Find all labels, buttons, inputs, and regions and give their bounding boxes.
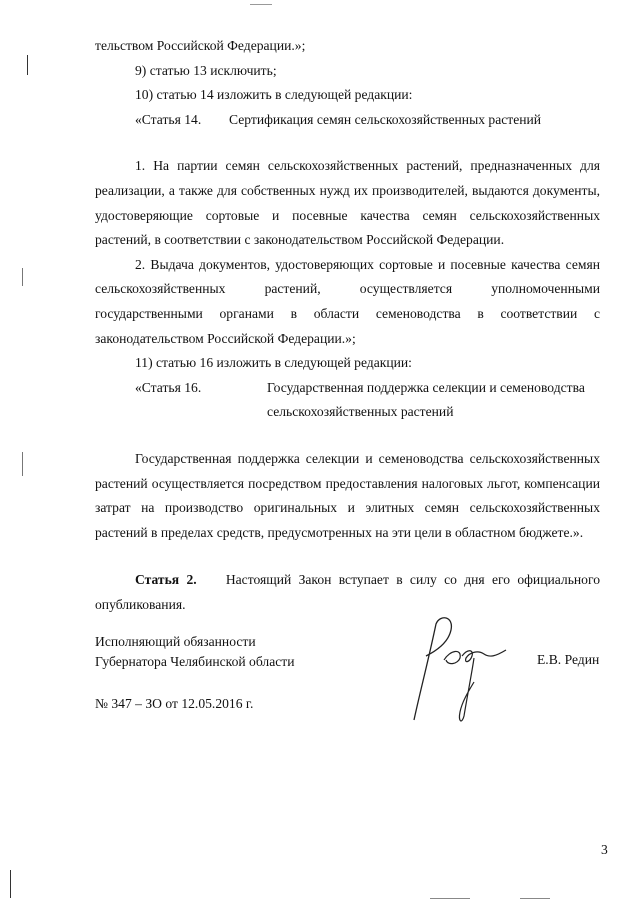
amendment-item-11: 11) статью 16 изложить в следующей редакции: [135,355,412,371]
amendment-item-10: 10) статью 14 изложить в следующей редакции: [135,87,413,103]
article-14-part-1: 1. На партии семян сельскохозяйственных растений, предназначенных для реализации, а также для собственных нужд их производителей, выдаются документы, удостоверяющие сортовые и посевные качества семян сельскохозяйственных растений, в соответствии с законодательством Российской Федерации. [95,158,600,248]
scan-bottom-mark [430,898,470,899]
article-14-number: «Статья 14. [135,111,202,127]
article-16-title: Государственная поддержка селекции и семеноводства сельскохозяйственных растений [267,379,585,420]
handwritten-signature [396,612,521,732]
article-14-heading [95,108,600,133]
page-number: 3 [601,842,608,857]
document-number: № 347 – ЗО от 12.05.2016 г. [95,696,254,711]
signatory-position-line-1: Исполняющий обязанности [95,634,256,649]
article-2-text: Настоящий Закон вступает в силу со дня его официального опубликования. [95,572,600,612]
scan-margin-mark [22,268,23,286]
article-14-title: Сертификация семян сельскохозяйственных растений [229,111,542,127]
scan-top-mark [250,4,272,5]
scan-margin-mark [10,870,11,898]
amendment-item-9: 9) статью 13 исключить; [135,62,277,78]
article-14-part-2: 2. Выдача документов, удостоверяющих сортовые и посевные качества семян сельскохозяйственных растений, осуществляется уполномоченными государственными органами в области семеноводства в соответствии с законодательством Российской Федерации.»; [95,256,600,346]
scan-bottom-mark [520,898,550,899]
article-16-heading [95,376,600,425]
article-16-text: Государственная поддержка селекции и семеноводства сельскохозяйственных растений осуществляется посредством предоставления налоговых льгот, компенсации затрат на производство оригинальных и элитных семян сельскохозяйственных растений в пределах средств, предусмотренных на эти цели в областном бюджете.». [95,450,600,540]
article-2-number: Статья 2. [135,572,197,588]
article-16-number: «Статья 16. [135,379,202,395]
signatory-position [95,632,295,672]
document-body [95,34,600,617]
article-2 [95,568,600,617]
signatory-name: Е.В. Редин [537,652,600,667]
scan-margin-mark [27,55,28,75]
paragraph-continuation: тельством Российской Федерации.»; [95,38,306,53]
scan-margin-mark [22,452,23,476]
signatory-position-line-2: Губернатора Челябинской области [95,654,295,669]
